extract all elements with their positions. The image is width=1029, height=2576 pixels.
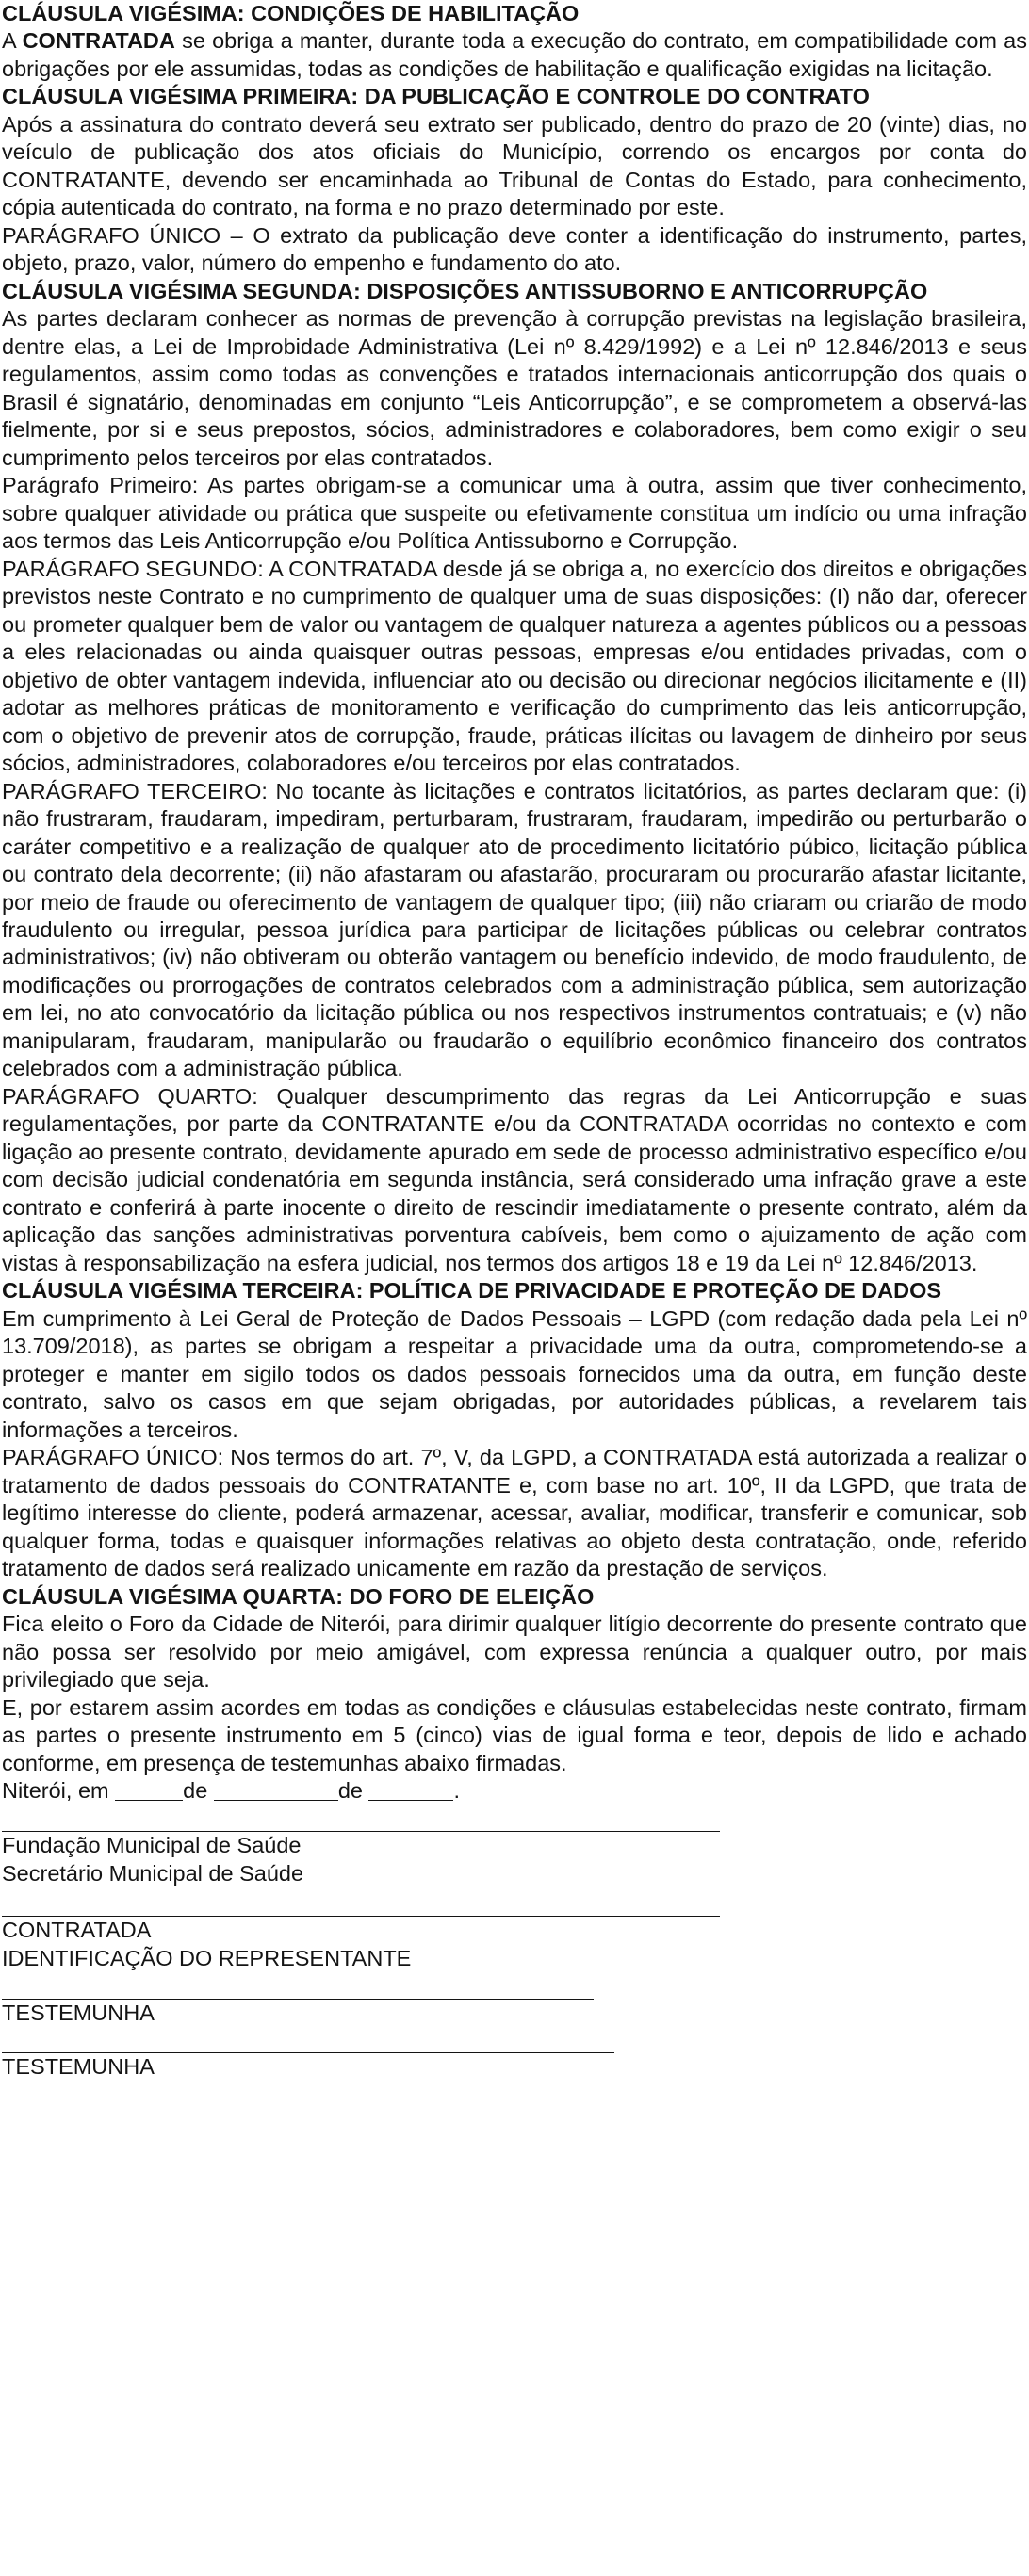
- witness-2-label: TESTEMUNHA: [2, 2053, 155, 2079]
- date-city: Niterói, em: [2, 1778, 116, 1803]
- clause-24-body: Fica eleito o Foro da Cidade de Niterói, para dirimir qualquer litígio decorrente do presente contrato que não possa ser resolvido por meio amigável, com expressa renúncia a qualquer outro, por mais privilegiado que seja.: [2, 1612, 1027, 1693]
- contratante-name: Fundação Municipal de Saúde: [2, 1833, 302, 1858]
- clause-22-body: As partes declaram conhecer as normas de prevenção à corrupção previstas na legislação brasileira, dentre elas, a Lei de Improbidade Administrativa (Lei nº 8.429/1992) e a Lei nº 12.846/2013 e seus regulamentos, assim como todas as convenções e tratados internacionais anticorrupção dos quais o Brasil é signatário, denominadas em conjunto “Leis Anticorrupção”, e se comprometem a observá-las fielmente, por si e seus prepostos, sócios, administradores e colaboradores, bem como exigir o seu cumprimento pelos terceiros por elas contratados.: [2, 306, 1027, 470]
- clause-21-heading: CLÁUSULA VIGÉSIMA PRIMEIRA: DA PUBLICAÇÃO E CONTROLE DO CONTRATO: [2, 84, 870, 109]
- contratante-role: Secretário Municipal de Saúde: [2, 1860, 304, 1886]
- clause-21-body: Após a assinatura do contrato deverá seu extrato ser publicado, dentro do prazo de 20 (vinte) dias, no veículo de publicação dos atos oficiais do Município, correndo os encargos por conta do CONTRATANTE, devendo ser encaminhada ao Tribunal de Contas do Estado, para conhecimento, cópia autenticada do contrato, na forma e no prazo determinado por este.: [2, 111, 1027, 220]
- clause-20-body-pre: A: [2, 28, 23, 54]
- clause-21-paragrafo-unico: PARÁGRAFO ÚNICO – O extrato da publicação deve conter a identificação do instrumento, partes, objeto, prazo, valor, número do empenho e fundamento do ato.: [2, 222, 1027, 276]
- clause-20-heading: CLÁUSULA VIGÉSIMA: CONDIÇÕES DE HABILITAÇÃO: [2, 1, 580, 25]
- clause-23-heading: CLÁUSULA VIGÉSIMA TERCEIRA: POLÍTICA DE PRIVACIDADE E PROTEÇÃO DE DADOS: [2, 1278, 942, 1304]
- clause-22-paragrafo-segundo: PARÁGRAFO SEGUNDO: A CONTRATADA desde já se obriga a, no exercício dos direitos e obrigações previstos neste Contrato e no cumprimento de qualquer uma de suas disposições: (I) não dar, oferecer ou prometer qualquer bem de valor ou vantagem de qualquer natureza a agentes públicos ou a pessoas a eles relacionadas ou ainda quaisquer outras pessoas, empresas e/ou entidades privadas, com o objetivo de obter vantagem indevida, influenciar ato ou decisão ou direcionar negócios ilicitamente e (II) adotar as melhores práticas de monitoramento e verificação do cumprimento das leis anticorrupção, com o objetivo de prevenir atos de corrupção, fraude, práticas ilícitas ou lavagem de dinheiro por seus sócios, administradores, colaboradores e/ou terceiros por elas contratados.: [2, 556, 1027, 776]
- clause-20-body-bold: CONTRATADA: [22, 28, 175, 54]
- date-line: [2, 1777, 1027, 1805]
- date-de-2: de: [337, 1778, 363, 1803]
- contratada-representative: IDENTIFICAÇÃO DO REPRESENTANTE: [2, 1945, 412, 1970]
- clause-22-paragrafo-quarto: PARÁGRAFO QUARTO: Qualquer descumprimento das regras da Lei Anticorrupção e suas regulamentações, por parte da CONTRATANTE e/ou da CONTRATADA ocorridas no contexto e com ligação ao presente contrato, devidamente apurado em sede de processo administrativo específico e/ou com decisão judicial condenatória em segunda instância, será considerado uma infração grave a este contrato e conferirá à parte inocente o direito de rescindir imediatamente o presente contrato, além da aplicação das sanções administrativas porventura cabíveis, bem como o ajuizamento de ação com vistas à responsabilização na esfera judicial, nos termos dos artigos 18 e 19 da Lei nº 12.846/2013.: [2, 1083, 1027, 1275]
- month-blank[interactable]: [214, 1778, 338, 1802]
- year-blank[interactable]: [368, 1778, 453, 1802]
- clause-20-body-post: se obriga a manter, durante toda a execução do contrato, em compatibilidade com as obrigações por ele assumidas, todas as condições de habilitação e qualificação exigidas na licitação.: [2, 28, 1027, 81]
- clause-23-body: Em cumprimento à Lei Geral de Proteção de Dados Pessoais – LGPD (com redação dada pela Lei nº 13.709/2018), as partes se obrigam a respeitar a privacidade uma da outra, comprometendo-se a proteger e manter em sigilo todos os dados pessoais fornecidos uma da outra, em função deste contrato, salvo os casos em que sejam obrigadas, por autoridades públicas, a revelarem tais informações a terceiros.: [2, 1305, 1027, 1442]
- date-de-1: de: [183, 1778, 208, 1803]
- clause-23-paragrafo-unico: PARÁGRAFO ÚNICO: Nos termos do art. 7º, V, da LGPD, a CONTRATADA está autorizada a realizar o tratamento de dados pessoais do CONTRATANTE e, com base no art. 10º, II da LGPD, que trata de legítimo interesse do cliente, poderá armazenar, acessar, avaliar, modificar, transferir e comunicar, sob qualquer forma, todas e quaisquer informações relativas ao objeto desta contratação, onde, referido tratamento de dados será realizado unicamente em razão da prestação de serviços.: [2, 1445, 1027, 1581]
- clause-22-paragrafo-primeiro: Parágrafo Primeiro: As partes obrigam-se a comunicar uma à outra, assim que tiver conhecimento, sobre qualquer atividade ou prática que suspeite ou efetivamente constitua um indício ou uma infração aos termos das Leis Anticorrupção e/ou Política Antissuborno e Corrupção.: [2, 473, 1027, 554]
- clause-20-body: [2, 27, 1027, 83]
- contratada-name: CONTRATADA: [2, 1918, 152, 1943]
- clause-22-heading: CLÁUSULA VIGÉSIMA SEGUNDA: DISPOSIÇÕES ANTISSUBORNO E ANTICORRUPÇÃO: [2, 278, 928, 303]
- clause-24-heading: CLÁUSULA VIGÉSIMA QUARTA: DO FORO DE ELEIÇÃO: [2, 1583, 595, 1609]
- witness-1-label: TESTEMUNHA: [2, 2001, 155, 2026]
- day-blank[interactable]: [115, 1778, 183, 1802]
- date-end: .: [453, 1778, 461, 1803]
- closing-statement: E, por estarem assim acordes em todas as condições e cláusulas estabelecidas neste contrato, firmam as partes o presente instrumento em 5 (cinco) vias de igual forma e teor, depois de lido e achado conforme, em presença de testemunhas abaixo firmadas.: [2, 1694, 1027, 1775]
- clause-22-paragrafo-terceiro: PARÁGRAFO TERCEIRO: No tocante às licitações e contratos licitatórios, as partes declaram que: (i) não frustraram, fraudaram, impediram, perturbaram, frustraram, fraudaram, impedirão ou perturbarão o caráter competitivo e a realização de qualquer ato de procedimento licitatório púbico, licitação pública ou contrato dela decorrente; (ii) não afastaram ou afastarão, procuraram ou procurarão afastar licitante, por meio de fraude ou oferecimento de vantagem de qualquer tipo; (iii) não criaram ou criarão de modo fraudulento ou irregular, pessoa jurídica para participar de licitações públicas ou celebrar contratos administrativos; (iv) não obtiveram ou obterão vantagem ou benefício indevido, de modo fraudulento, de modificações ou prorrogações de contratos celebrados com a administração pública, sem autorização em lei, no ato convocatório da licitação pública ou nos respectivos instrumentos contratuais; e (v) não manipularam, fraudaram, manipularão ou fraudarão o equilíbrio econômico financeiro dos contratos celebrados com a administração pública.: [2, 778, 1027, 1081]
